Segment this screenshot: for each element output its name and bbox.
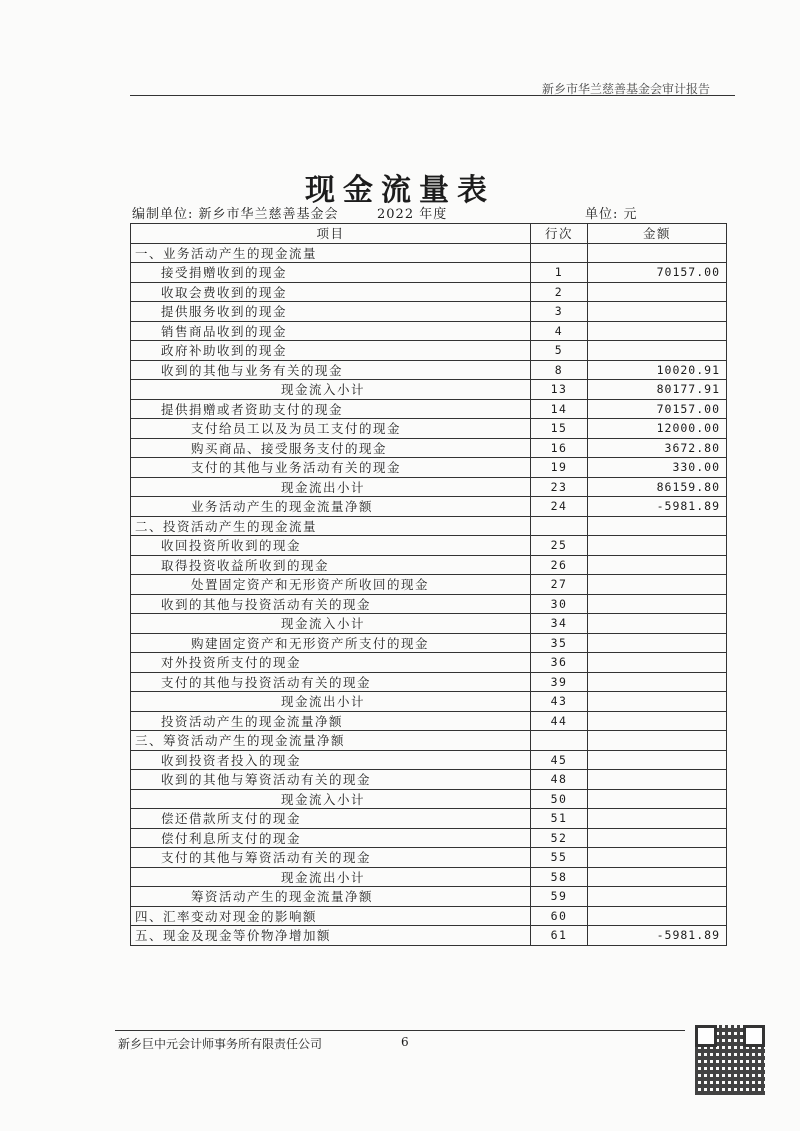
row-item: 提供捐赠或者资助支付的现金 xyxy=(131,399,531,419)
row-amount xyxy=(588,243,727,263)
row-line-number: 61 xyxy=(531,926,588,946)
row-item: 支付的其他与筹资活动有关的现金 xyxy=(131,848,531,868)
row-amount: -5981.89 xyxy=(588,497,727,517)
row-line-number: 30 xyxy=(531,594,588,614)
row-item: 现金流入小计 xyxy=(131,380,531,400)
table-row xyxy=(131,926,727,946)
table-row xyxy=(131,497,727,517)
row-item: 对外投资所支付的现金 xyxy=(131,653,531,673)
table-row xyxy=(131,243,727,263)
row-item: 四、汇率变动对现金的影响额 xyxy=(131,906,531,926)
table-row xyxy=(131,633,727,653)
row-amount xyxy=(588,828,727,848)
row-amount: 80177.91 xyxy=(588,380,727,400)
row-item: 支付给员工以及为员工支付的现金 xyxy=(131,419,531,439)
table-row xyxy=(131,438,727,458)
table-row xyxy=(131,594,727,614)
row-line-number: 24 xyxy=(531,497,588,517)
table-row xyxy=(131,614,727,634)
row-amount: 86159.80 xyxy=(588,477,727,497)
row-item: 现金流出小计 xyxy=(131,867,531,887)
table-row xyxy=(131,789,727,809)
row-amount xyxy=(588,282,727,302)
row-line-number: 34 xyxy=(531,614,588,634)
currency-unit: 单位: 元 xyxy=(585,207,638,222)
row-line-number: 50 xyxy=(531,789,588,809)
table-row xyxy=(131,399,727,419)
row-item: 收到的其他与投资活动有关的现金 xyxy=(131,594,531,614)
table-row xyxy=(131,321,727,341)
row-line-number: 8 xyxy=(531,360,588,380)
column-header-item: 项目 xyxy=(131,224,531,244)
qr-code-icon xyxy=(695,1025,765,1095)
row-item: 政府补助收到的现金 xyxy=(131,341,531,361)
row-item: 接受捐赠收到的现金 xyxy=(131,263,531,283)
table-row xyxy=(131,770,727,790)
row-item: 现金流入小计 xyxy=(131,614,531,634)
row-amount xyxy=(588,789,727,809)
row-line-number: 1 xyxy=(531,263,588,283)
table-row xyxy=(131,341,727,361)
row-line-number: 36 xyxy=(531,653,588,673)
header-divider xyxy=(130,95,735,96)
row-amount xyxy=(588,906,727,926)
row-line-number: 48 xyxy=(531,770,588,790)
column-header-amount: 金额 xyxy=(588,224,727,244)
row-item: 五、现金及现金等价物净增加额 xyxy=(131,926,531,946)
row-amount xyxy=(588,867,727,887)
table-row xyxy=(131,867,727,887)
row-line-number: 35 xyxy=(531,633,588,653)
row-item: 偿还借款所支付的现金 xyxy=(131,809,531,829)
row-line-number: 45 xyxy=(531,750,588,770)
table-row xyxy=(131,458,727,478)
row-line-number: 58 xyxy=(531,867,588,887)
table-row xyxy=(131,809,727,829)
row-amount xyxy=(588,653,727,673)
row-amount xyxy=(588,633,727,653)
row-amount: 70157.00 xyxy=(588,399,727,419)
row-amount xyxy=(588,809,727,829)
row-amount xyxy=(588,341,727,361)
row-amount xyxy=(588,750,727,770)
report-year: 2022 年度 xyxy=(377,207,448,222)
row-line-number: 19 xyxy=(531,458,588,478)
page-title: 现金流量表 xyxy=(305,173,495,208)
row-amount xyxy=(588,731,727,751)
table-row xyxy=(131,419,727,439)
row-amount xyxy=(588,575,727,595)
row-amount: 12000.00 xyxy=(588,419,727,439)
row-item: 购建固定资产和无形资产所支付的现金 xyxy=(131,633,531,653)
row-line-number: 14 xyxy=(531,399,588,419)
table-row xyxy=(131,711,727,731)
table-row xyxy=(131,555,727,575)
row-amount xyxy=(588,887,727,907)
row-amount xyxy=(588,516,727,536)
table-row xyxy=(131,906,727,926)
row-item: 收回投资所收到的现金 xyxy=(131,536,531,556)
row-item: 偿付利息所支付的现金 xyxy=(131,828,531,848)
table-row xyxy=(131,282,727,302)
table-row xyxy=(131,263,727,283)
table-row xyxy=(131,302,727,322)
row-item: 收到的其他与业务有关的现金 xyxy=(131,360,531,380)
row-amount xyxy=(588,770,727,790)
row-line-number: 25 xyxy=(531,536,588,556)
column-header-line: 行次 xyxy=(531,224,588,244)
row-item: 销售商品收到的现金 xyxy=(131,321,531,341)
row-item: 业务活动产生的现金流量净额 xyxy=(131,497,531,517)
table-row xyxy=(131,360,727,380)
row-item: 支付的其他与业务活动有关的现金 xyxy=(131,458,531,478)
row-line-number xyxy=(531,243,588,263)
reporting-entity: 编制单位: 新乡市华兰慈善基金会 xyxy=(132,207,339,222)
footer-divider xyxy=(115,1030,685,1031)
row-amount: 330.00 xyxy=(588,458,727,478)
row-line-number: 59 xyxy=(531,887,588,907)
row-item: 支付的其他与投资活动有关的现金 xyxy=(131,672,531,692)
row-line-number: 15 xyxy=(531,419,588,439)
row-line-number: 43 xyxy=(531,692,588,712)
row-line-number: 13 xyxy=(531,380,588,400)
row-item: 现金流出小计 xyxy=(131,692,531,712)
row-amount xyxy=(588,848,727,868)
row-item: 提供服务收到的现金 xyxy=(131,302,531,322)
table-row xyxy=(131,848,727,868)
table-row xyxy=(131,731,727,751)
row-item: 二、投资活动产生的现金流量 xyxy=(131,516,531,536)
row-amount xyxy=(588,614,727,634)
row-item: 投资活动产生的现金流量净额 xyxy=(131,711,531,731)
row-amount xyxy=(588,536,727,556)
row-line-number: 44 xyxy=(531,711,588,731)
row-item: 筹资活动产生的现金流量净额 xyxy=(131,887,531,907)
row-line-number: 4 xyxy=(531,321,588,341)
row-amount xyxy=(588,711,727,731)
row-amount: 3672.80 xyxy=(588,438,727,458)
row-line-number: 2 xyxy=(531,282,588,302)
row-line-number: 27 xyxy=(531,575,588,595)
row-amount: 10020.91 xyxy=(588,360,727,380)
table-row xyxy=(131,380,727,400)
row-item: 收取会费收到的现金 xyxy=(131,282,531,302)
report-header: 新乡市华兰慈善基金会审计报告 xyxy=(541,82,710,96)
table-row xyxy=(131,653,727,673)
row-line-number: 39 xyxy=(531,672,588,692)
row-item: 收到投资者投入的现金 xyxy=(131,750,531,770)
page-number: 6 xyxy=(401,1035,409,1049)
table-row xyxy=(131,887,727,907)
table-row xyxy=(131,692,727,712)
row-line-number: 3 xyxy=(531,302,588,322)
table-row xyxy=(131,477,727,497)
row-amount xyxy=(588,321,727,341)
row-line-number: 55 xyxy=(531,848,588,868)
row-item: 购买商品、接受服务支付的现金 xyxy=(131,438,531,458)
row-item: 现金流出小计 xyxy=(131,477,531,497)
row-line-number: 52 xyxy=(531,828,588,848)
row-line-number: 26 xyxy=(531,555,588,575)
row-line-number: 23 xyxy=(531,477,588,497)
row-item: 现金流入小计 xyxy=(131,789,531,809)
table-row xyxy=(131,750,727,770)
table-row xyxy=(131,516,727,536)
audit-firm-name: 新乡巨中元会计师事务所有限责任公司 xyxy=(118,1037,323,1051)
row-item: 收到的其他与筹资活动有关的现金 xyxy=(131,770,531,790)
table-row xyxy=(131,672,727,692)
table-header-row xyxy=(131,224,727,244)
row-amount: 70157.00 xyxy=(588,263,727,283)
row-line-number xyxy=(531,731,588,751)
table-body xyxy=(131,243,727,945)
table-row xyxy=(131,536,727,556)
row-line-number: 51 xyxy=(531,809,588,829)
table-row xyxy=(131,575,727,595)
row-amount xyxy=(588,692,727,712)
row-item: 一、业务活动产生的现金流量 xyxy=(131,243,531,263)
row-amount xyxy=(588,594,727,614)
row-amount: -5981.89 xyxy=(588,926,727,946)
row-amount xyxy=(588,672,727,692)
cash-flow-table xyxy=(130,223,727,946)
row-amount xyxy=(588,555,727,575)
table-row xyxy=(131,828,727,848)
row-line-number: 16 xyxy=(531,438,588,458)
row-item: 三、筹资活动产生的现金流量净额 xyxy=(131,731,531,751)
row-line-number: 60 xyxy=(531,906,588,926)
row-amount xyxy=(588,302,727,322)
row-line-number xyxy=(531,516,588,536)
row-line-number: 5 xyxy=(531,341,588,361)
row-item: 取得投资收益所收到的现金 xyxy=(131,555,531,575)
row-item: 处置固定资产和无形资产所收回的现金 xyxy=(131,575,531,595)
